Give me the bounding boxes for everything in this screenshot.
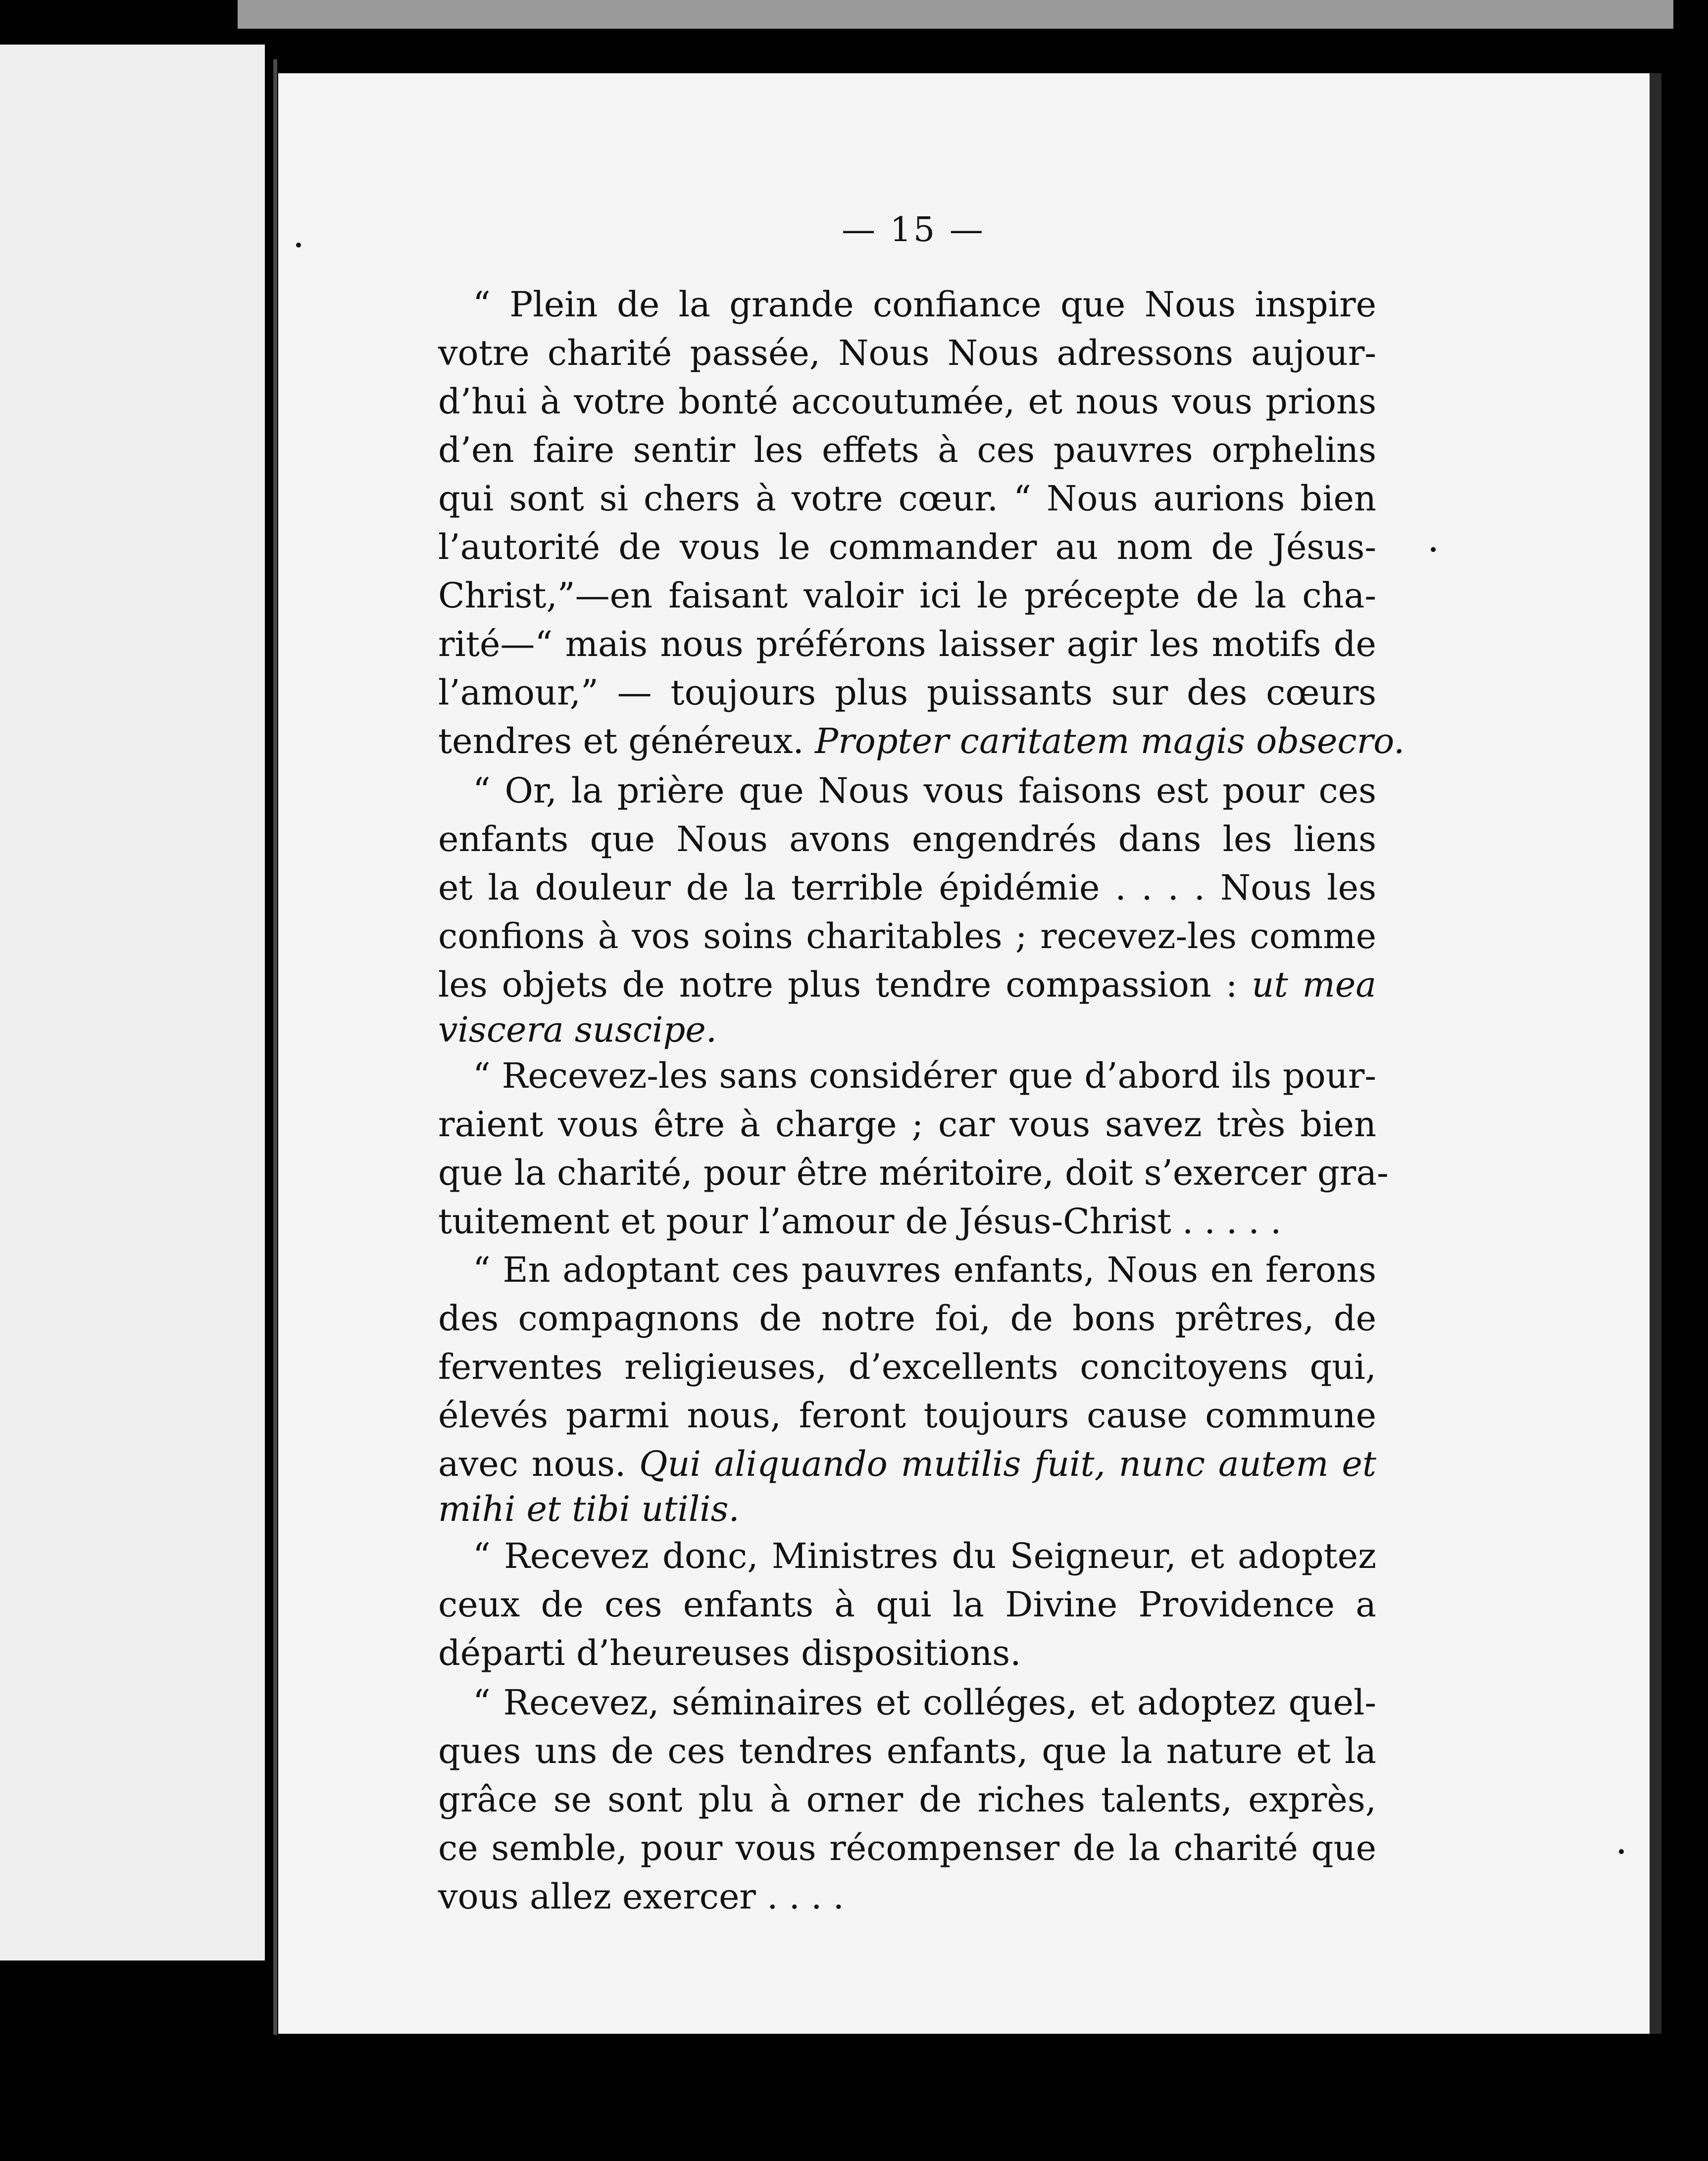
text-line — [438, 1828, 1376, 1868]
text-line — [438, 527, 1376, 567]
text-line — [438, 721, 1405, 761]
text-run: “ Plein de la grande confiance que Nous inspire — [473, 284, 1376, 325]
left-facing-page — [0, 45, 265, 1960]
text-line — [438, 430, 1376, 470]
scan-speck — [1619, 1849, 1624, 1854]
text-run: les objets de notre plus tendre compassion : — [438, 964, 1252, 1005]
text-run-italic: Propter caritatem magis obsecro. — [815, 721, 1405, 761]
text-line — [438, 575, 1376, 616]
text-run: rité—“ mais nous préférons laisser agir les motifs de — [438, 624, 1376, 664]
text-line — [438, 1536, 1376, 1576]
text-line — [438, 1731, 1376, 1771]
scan-speck — [296, 243, 301, 248]
text-line — [438, 819, 1376, 859]
page-edge-shadow — [1650, 73, 1661, 2034]
text-run: tendres et généreux. — [438, 721, 815, 761]
text-line — [438, 478, 1376, 519]
text-run: d’hui à votre bonté accoutumée, et nous vous prions — [438, 381, 1376, 422]
text-line — [438, 1153, 1389, 1193]
text-line — [438, 284, 1376, 325]
text-line — [438, 916, 1376, 956]
text-run: grâce se sont plu à orner de riches talents, exprès, — [438, 1779, 1376, 1820]
text-run: “ Recevez, séminaires et colléges, et adoptez quel- — [473, 1682, 1376, 1723]
text-run-italic: ut mea — [1252, 964, 1377, 1005]
text-line — [438, 1682, 1376, 1723]
text-line — [438, 770, 1376, 811]
text-run: l’autorité de vous le commander au nom de Jésus- — [438, 527, 1376, 567]
text-run: ques uns de ces tendres enfants, que la nature et la — [438, 1731, 1376, 1771]
text-run: qui sont si chers à votre cœur. “ Nous aurions bien — [438, 478, 1376, 519]
text-run: des compagnons de notre foi, de bons prêtres, de — [438, 1298, 1376, 1339]
text-run: enfants que Nous avons engendrés dans les liens — [438, 819, 1376, 859]
text-run: d’en faire sentir les effets à ces pauvres orphelins — [438, 430, 1376, 470]
scan-speck — [1431, 547, 1436, 552]
text-line — [438, 624, 1376, 664]
text-run: avec nous. — [438, 1444, 639, 1484]
text-run: “ En adoptant ces pauvres enfants, Nous en ferons — [473, 1250, 1376, 1290]
text-run: que la charité, pour être méritoire, doit s’exercer gra- — [438, 1153, 1389, 1193]
text-run: votre charité passée, Nous Nous adressons aujour- — [438, 333, 1376, 373]
text-line — [438, 1298, 1376, 1339]
text-line — [438, 1250, 1376, 1290]
text-run: “ Recevez donc, Ministres du Seigneur, et adoptez — [473, 1536, 1376, 1576]
text-run: confions à vos soins charitables ; recevez-les comme — [438, 916, 1376, 956]
text-line — [438, 867, 1376, 908]
text-line — [438, 1779, 1376, 1820]
text-run: Christ,”—en faisant valoir ici le précepte de la cha- — [438, 575, 1376, 616]
page-gutter-line — [273, 59, 277, 2035]
text-run: ceux de ces enfants à qui la Divine Providence a — [438, 1584, 1376, 1625]
top-scan-strip — [238, 0, 1673, 29]
text-run: ferventes religieuses, d’excellents concitoyens qui, — [438, 1347, 1376, 1387]
text-line — [438, 381, 1376, 422]
text-run: ce semble, pour vous récompenser de la charité que — [438, 1828, 1376, 1868]
text-line — [438, 1489, 1376, 1529]
text-run-italic: Qui aliquando mutilis fuit, nunc autem et — [639, 1444, 1376, 1484]
text-line — [438, 1876, 1376, 1917]
text-run: et la douleur de la terrible épidémie . . . . Nous les — [438, 867, 1376, 908]
text-run-italic: mihi et tibi utilis. — [438, 1489, 740, 1529]
text-line — [438, 672, 1376, 713]
text-run: vous allez exercer . . . . — [438, 1876, 844, 1917]
text-line — [438, 1201, 1376, 1242]
text-line — [438, 964, 1377, 1005]
text-line — [438, 1347, 1376, 1387]
text-run: tuitement et pour l’amour de Jésus-Christ . . . . . — [438, 1201, 1282, 1242]
text-run: raient vous être à charge ; car vous savez très bien — [438, 1104, 1376, 1145]
text-line — [438, 1104, 1376, 1145]
text-line — [438, 1009, 1376, 1050]
text-line — [438, 1584, 1376, 1625]
text-run: “ Recevez-les sans considérer que d’abord ils pour- — [473, 1055, 1376, 1096]
text-line — [438, 1633, 1376, 1673]
text-run: départi d’heureuses dispositions. — [438, 1633, 1021, 1673]
page-number: — 15 — — [842, 210, 985, 250]
text-run: élevés parmi nous, feront toujours cause commune — [438, 1395, 1376, 1436]
text-line — [438, 1395, 1376, 1436]
text-run-italic: viscera suscipe. — [438, 1009, 717, 1050]
text-run: “ Or, la prière que Nous vous faisons est pour ces — [473, 770, 1376, 811]
text-line — [438, 1055, 1376, 1096]
text-run: l’amour,” — toujours plus puissants sur des cœurs — [438, 672, 1376, 713]
text-line — [438, 1444, 1376, 1484]
text-line — [438, 333, 1376, 373]
